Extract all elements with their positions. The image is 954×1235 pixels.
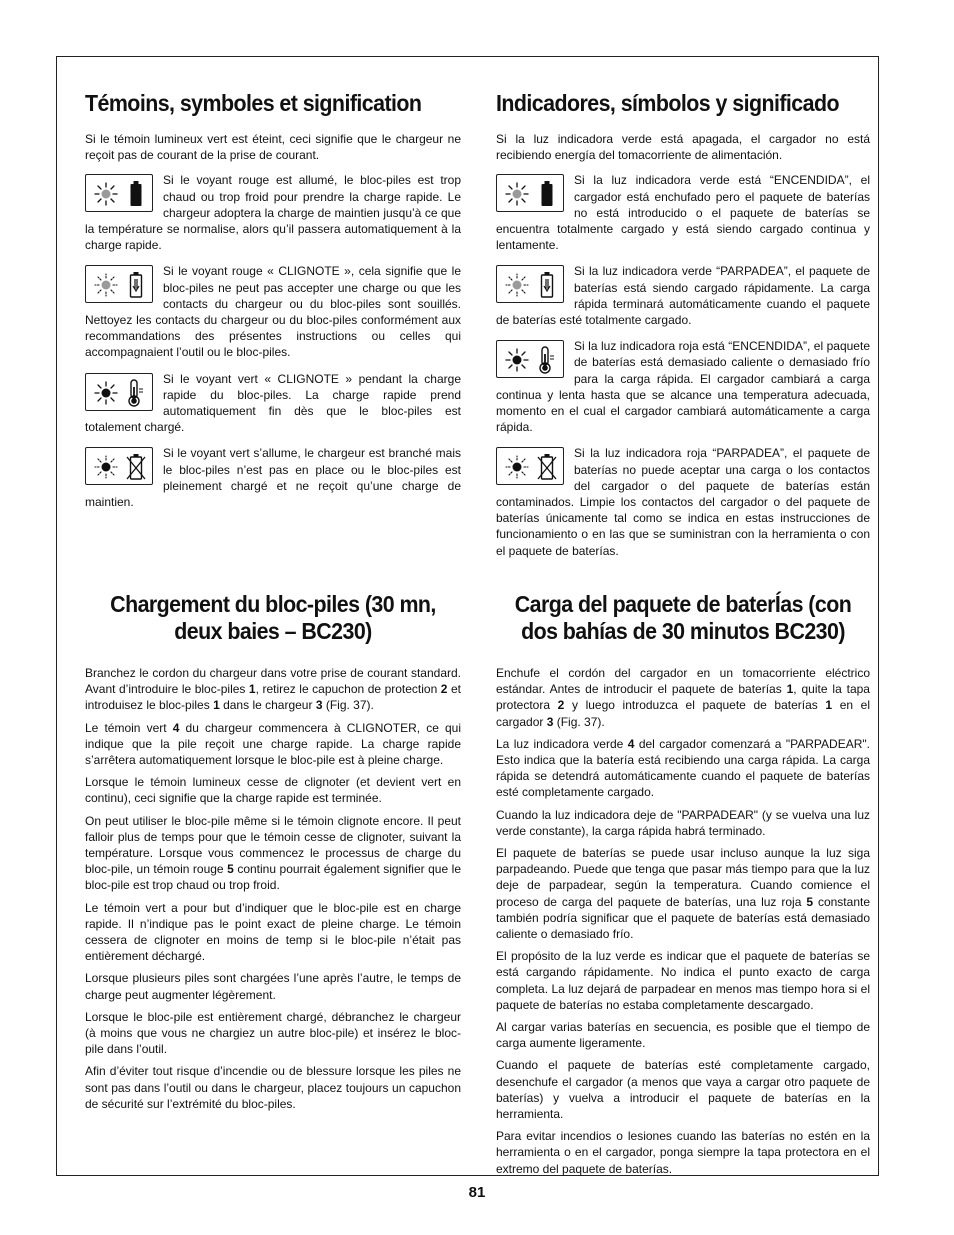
fr-indicators-title: Témoins, symboles et signification [85,90,422,116]
led-on-battery-icon [496,174,564,212]
fr-charging-section [85,591,461,1118]
fr-charging-p8: Afin d’éviter tout risque d’incendie ou de blessure lorsque les piles ne sont pas dans l’outil ou dans le chargeur, placez toujours un capuchon de sécurité sur l’extrémité du bloc-piles. [85,1064,461,1111]
fr-indicator-text: Si le voyant vert « CLIGNOTE » pendant la charge rapide du bloc-piles. La charge rapide prend automatiquement fin dès que le bloc-piles est totalement chargé. [85,371,461,435]
fr-indicator-text: Si le voyant rouge est allumé, le bloc-piles est trop chaud ou trop froid pour prendre la charge rapide. Le chargeur adoptera la charge de maintien jusqu’à ce que la température se normalise, alors qu’il passera automatiquement à la charge rapide. [85,173,461,253]
fr-charging-p3: Lorsque le témoin lumineux cesse de clignoter (et devient vert en continu), ceci signifie que la charge rapide est terminée. [85,775,461,806]
es-charging-p3: Cuando la luz indicadora deje de "PARPADEAR" (y se vuelva una luz verde constante), la carga rápida habrá terminado. [496,807,870,838]
es-charging-p2: La luz indicadora verde 4 del cargador comenzará a "PARPADEAR". Esto indica que la batería está recibiendo una carga rápida. La carga rápida se detendrá automáticamente cuando el paquete de baterías esté completamente cargado. [496,736,870,800]
fr-indicator-green-blink [85,371,461,436]
es-indicator-red-blink [496,445,870,558]
led-red-on-battery-icon [85,174,153,212]
led-battery-crossed-icon [496,447,564,485]
led-green-thermometer-icon [85,373,153,411]
fr-indicator-text: Si le voyant vert s’allume, le chargeur est branché mais le bloc-piles n’est pas en place ou le bloc-piles est pleinement chargé et ne reçoit qu’une charge de maintien. [85,446,461,510]
fr-charging-p1: Branchez le cordon du chargeur dans votre prise de courant standard. Avant d’introduire le bloc-piles 1, retirez le capuchon de protection 2 et introduisez le bloc-piles 1 dans le chargeur 3 (Fig. 37). [85,666,462,713]
fr-indicator-text: Si le voyant rouge « CLIGNOTE », cela signifie que le bloc-piles ne peut pas accepter une charge ou que les contacts du chargeur ou du bloc-piles sont souillés. Nettoyez les contacts du chargeur ou du bloc-piles conformément aux recommandations des présentes instructions ou celles qui accompagnaient l’outil ou le bloc-piles. [85,264,461,360]
es-indicator-red-on [496,338,870,435]
fr-indicator-red-on [85,172,461,253]
fr-indicators-section [85,90,461,520]
es-indicator-text: Si la luz indicadora roja está “ENCENDIDA”, el paquete de baterías está demasiado caliente o demasiado frío para la carga rápida. El cargador cambiará a carga continua y lenta hasta que se alcance una temperatura adecuada, momento en el cual el cargador cambiará automáticamente a carga rápida. [496,339,870,435]
es-charging-p6: Al cargar varias baterías en secuencia, es posible que el tiempo de carga aumente ligeramente. [496,1020,870,1051]
fr-charging-title-line2: deux baies – BC230) [174,618,372,644]
es-charging-section [496,591,870,1183]
es-charging-title-line2: dos bahías de 30 minutos BC230) [521,618,845,644]
led-green-battery-crossed-icon [85,447,153,485]
es-indicator-text: Si la luz indicadora verde “PARPADEA”, el paquete de baterías está siendo cargado rápidamente. La carga rápida terminará automáticamente cuando el paquete de baterías esté totalmente cargado. [496,264,870,328]
es-indicator-text: Si la luz indicadora roja “PARPADEA”, el paquete de baterías no puede aceptar una carga o los contactos del cargador o del paquete de baterías están contaminados. Limpie los contactos del cargador o del paquete de baterías únicamente tal como se indica en estas instrucciones de funcionamiento o en las que se suministran con la herramienta o con el paquete de baterías. [496,446,870,558]
fr-indicator-green-on [85,445,461,510]
es-indicators-title: Indicadores, símbolos y significado [496,90,839,116]
es-charging-p8: Para evitar incendios o lesiones cuando las baterías no estén en la herramienta o en el cargador, ponga siempre la tapa protectora en el extremo del paquete de baterías. [496,1129,870,1176]
fr-charging-p7: Lorsque le bloc-pile est entièrement chargé, débranchez le chargeur (à moins que vous ne chargiez un autre bloc-pile) et insérez le bloc-pile dans l’outil. [85,1009,461,1057]
fr-indicator-red-blink [85,263,461,360]
led-thermometer-icon [496,340,564,378]
es-charging-p4: El paquete de baterías se puede usar incluso aunque la luz siga parpadeando. Puede que tenga que pasar más tiempo para que la luz deje de parpadear, según la temperatura. Cuando comience el proceso de carga del paquete de baterías, una luz roja 5 constante también podría significar que el paquete de baterías está demasiado caliente o demasiado frío. [496,846,870,942]
es-indicator-green-blink [496,263,870,328]
fr-charging-p5: Le témoin vert a pour but d’indiquer que le bloc-pile est en charge rapide. Il n’indique pas le point exact de pleine charge. Le témoin cessera de clignoter en moins de temp si le bloc-pile n’était pas entièrement déchargé. [85,900,461,964]
page-number: 81 [468,1184,486,1201]
fr-charging-p2: Le témoin vert 4 du chargeur commencera à CLIGNOTER, ce qui indique que la pile reçoit une charge rapide. La charge rapide s’arrêtera automatiquement lorsque le bloc-pile est à pleine charge. [85,720,462,768]
fr-charging-title [98,591,448,645]
es-charging-title [509,591,857,645]
fr-charging-p4: On peut utiliser le bloc-pile même si le témoin clignote encore. Il peut falloir plus de temps pour que le témoin cesse de clignoter, suivant la température. Lorsque vous commencez le processus de charge du bloc-pile, un témoin rouge 5 continu pourrait également signifier que le bloc-pile est trop chaud ou trop froid. [85,813,461,893]
led-blink-battery-icon [496,265,564,303]
es-indicator-text: Si la luz indicadora verde está “ENCENDIDA”, el cargador está enchufado pero el paquete de baterías no está introducido o el paquete de baterías se encuentra totalmente cargado y está siendo cargado continua y lentamente. [496,173,870,253]
es-charging-p1: Enchufe el cordón del cargador en un tomacorriente eléctrico estándar. Antes de introducir el paquete de baterías 1, quite la tapa protectora 2 y luego introduzca el paquete de baterías 1 en el cargador 3 (Fig. 37). [496,666,871,729]
es-indicators-section [496,90,870,569]
fr-charging-title-line1: Chargement du bloc-piles (30 mn, [110,591,436,617]
fr-indicators-intro: Si le témoin lumineux vert est éteint, ceci signifie que le chargeur ne reçoit pas de courant de la prise de courant. [85,132,461,163]
fr-charging-p6: Lorsque plusieurs piles sont chargées l’une après l’autre, le temps de charge peut augmenter légèrement. [85,971,461,1002]
es-indicator-green-on [496,172,870,253]
es-charging-title-line1: Carga del paquete de baterÍas (con [514,591,852,617]
es-charging-p5: El propósito de la luz verde es indicar que el paquete de baterías se está cargando rápidamente. No indica el punto exacto de carga completa. La luz dejará de parpadear en menos mas tiempo hora si el paquete de baterías no estaba completamente descargado. [496,949,870,1012]
led-red-blink-battery-icon [85,265,153,303]
es-indicators-intro: Si la luz indicadora verde está apagada, el cargador no está recibiendo energía del tomacorriente de alimentación. [496,132,870,163]
es-charging-p7: Cuando el paquete de baterías esté completamente cargado, desenchufe el cargador (a menos que vaya a cargar otro paquete de baterías) y vuelva a introducir el paquete de baterías en la herramienta. [496,1058,870,1122]
